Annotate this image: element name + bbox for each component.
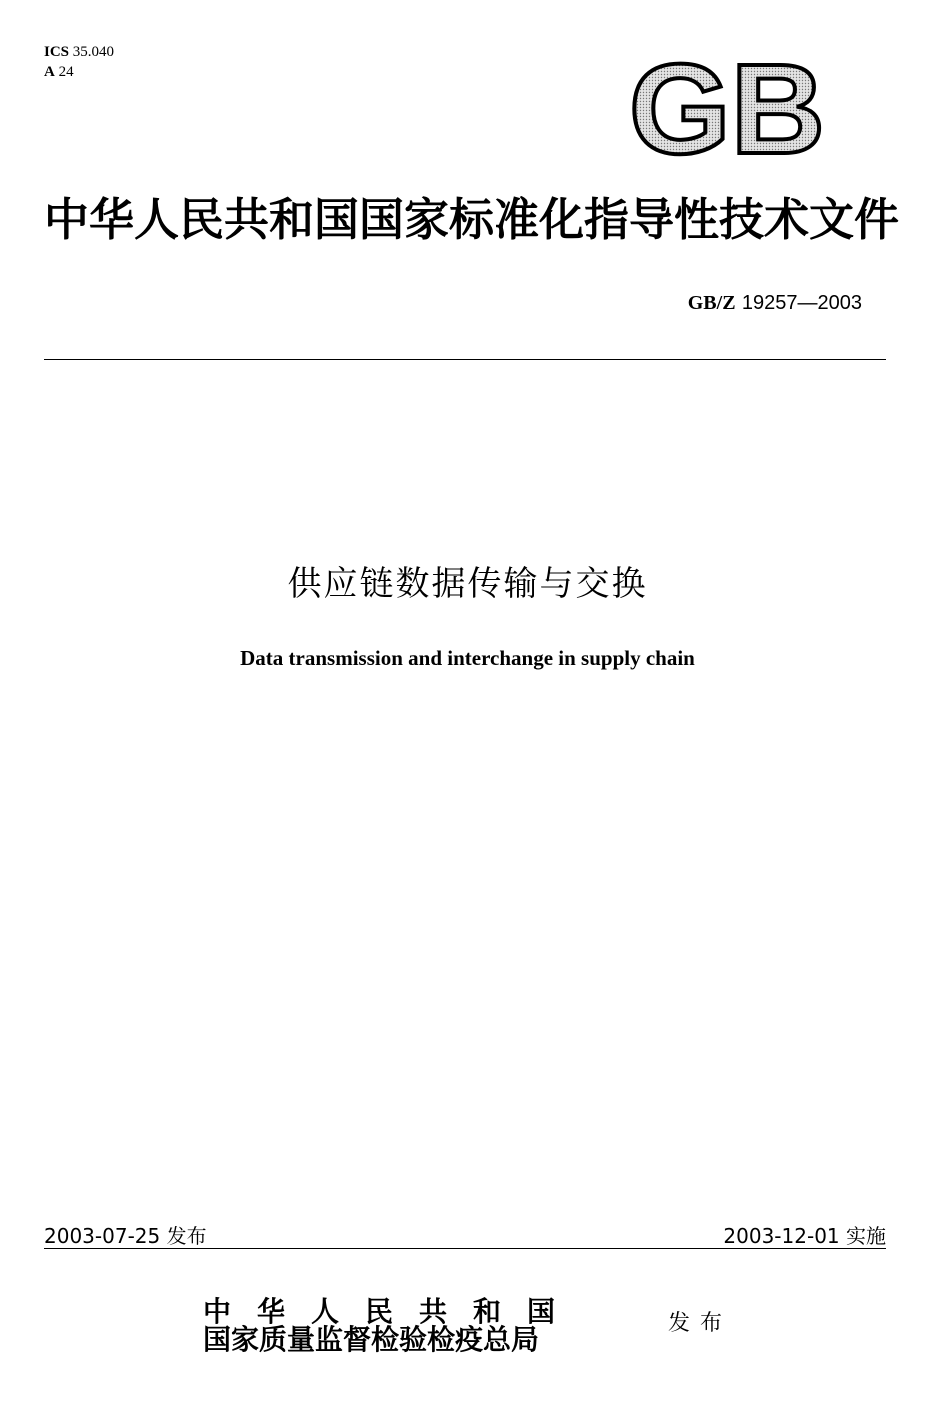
ics-classification (44, 42, 114, 82)
gb-logo (627, 58, 832, 158)
publisher-line-1: 中华人民共和国 (203, 1295, 582, 1328)
top-divider (44, 359, 886, 360)
standard-num: 19257—2003 (741, 292, 862, 314)
publisher-line-2: 国家质量监督检验检疫总局 (203, 1323, 540, 1356)
issue-date: 2003-07-25 发布 (44, 1224, 207, 1248)
org-title: 中华人民共和国国家标准化指导性技术文件 (44, 193, 900, 246)
publish-verb: 发布 (668, 1311, 733, 1336)
class-code: 24 (58, 64, 74, 80)
ics-label: ICS (44, 44, 70, 60)
ics-code: 35.040 (72, 44, 115, 60)
title-english: Data transmission and interchange in supply chain (240, 646, 695, 670)
implementation-date: 2003-12-01 实施 (723, 1224, 886, 1248)
gb-logo-text: GB (629, 58, 825, 158)
standard-prefix: GB/Z (687, 292, 736, 314)
class-label: A (44, 64, 55, 80)
title-chinese: 供应链数据传输与交换 (287, 564, 648, 604)
standard-number (688, 290, 862, 315)
bottom-divider (44, 1248, 886, 1249)
